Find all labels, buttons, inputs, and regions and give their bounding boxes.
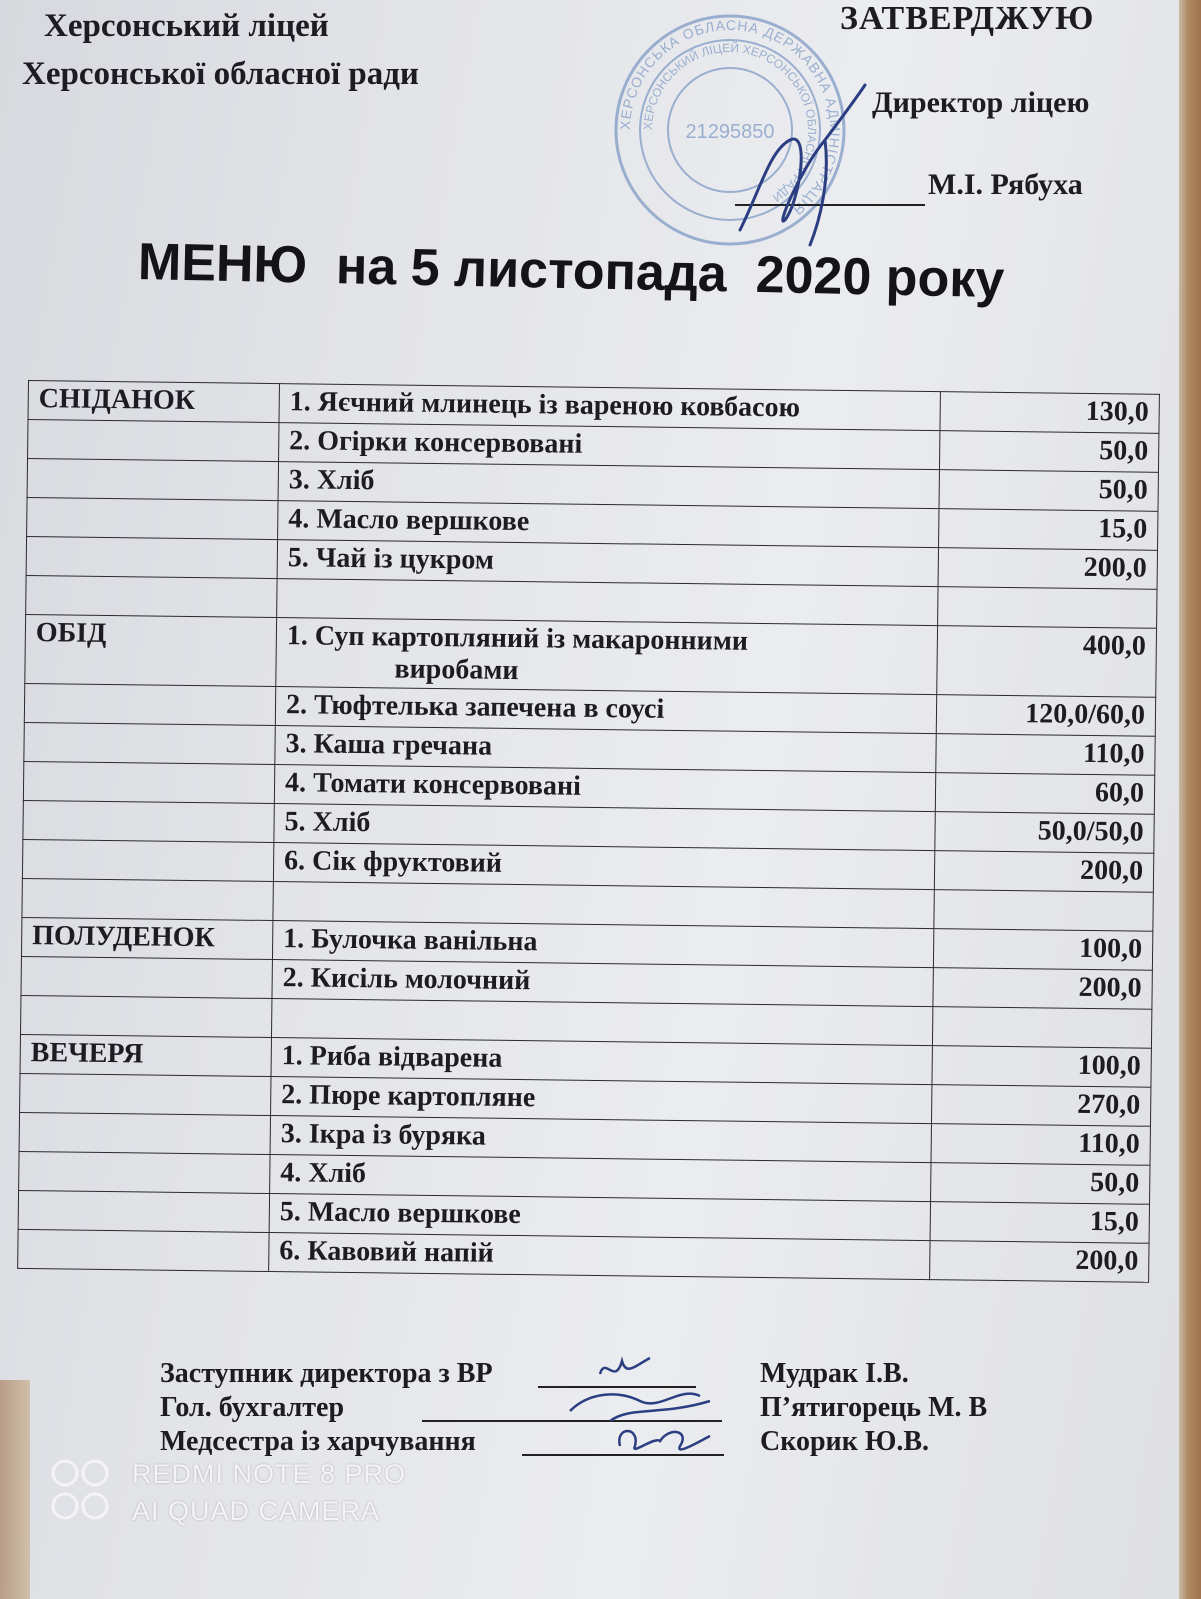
menu-quantity: 60,0 — [935, 773, 1154, 815]
menu-category — [22, 878, 273, 920]
menu-dish-text: 2. Кисіль молочний — [282, 962, 531, 997]
menu-category — [27, 497, 278, 539]
background-wood-corner — [0, 1380, 30, 1599]
signature-role: Заступник директора з ВР — [160, 1358, 493, 1389]
menu-quantity: 120,0/60,0 — [936, 695, 1155, 737]
menu-dish-text: 4. Масло вершкове — [288, 503, 530, 538]
menu-category — [26, 536, 277, 578]
menu-quantity: 130,0 — [940, 392, 1159, 434]
menu-quantity: 110,0 — [936, 734, 1155, 776]
menu-dish-text: 1. Яєчний млинець із вареною ковбасою — [289, 386, 801, 424]
school-name-line2: Херсонської обласної ради — [22, 56, 419, 92]
menu-quantity: 400,0 — [937, 626, 1157, 698]
signature-role: Медсестра із харчування — [160, 1426, 476, 1457]
menu-quantity: 15,0 — [939, 509, 1158, 551]
menu-category — [19, 1151, 270, 1193]
menu-category — [24, 683, 275, 725]
director-name: М.І. Рябуха — [928, 168, 1083, 201]
menu-category: ПОЛУДЕНОК — [21, 917, 272, 959]
signature-name: П’ятигорець М. В — [760, 1392, 988, 1423]
school-name — [22, 2, 419, 98]
director-signature — [730, 80, 870, 250]
menu-dish-text: 6. Кавовий напій — [279, 1235, 494, 1269]
menu-category — [23, 761, 274, 803]
menu-table — [17, 380, 1160, 1283]
menu-quantity: 50,0 — [939, 470, 1158, 512]
menu-category: ВЕЧЕРЯ — [20, 1034, 271, 1076]
menu-dish-text: 1. Суп картопляний із макаронними — [286, 620, 749, 657]
menu-category — [21, 995, 272, 1037]
menu-quantity: 270,0 — [931, 1085, 1150, 1127]
menu-dish-text: 2. Пюре картопляне — [281, 1079, 536, 1114]
menu-dish-text: 2. Тюфтелька запечена в соусі — [285, 689, 665, 725]
menu-dish-text: 5. Масло вершкове — [279, 1196, 521, 1231]
menu-category — [22, 839, 273, 881]
menu-quantity — [932, 1007, 1151, 1049]
background-wood-edge — [1179, 0, 1201, 1599]
menu-dish-text: 5. Чай із цукром — [287, 542, 495, 576]
menu-quantity: 200,0 — [930, 1241, 1149, 1283]
menu-category — [19, 1112, 270, 1154]
menu-quantity: 200,0 — [934, 851, 1153, 893]
menu-quantity: 50,0/50,0 — [935, 812, 1154, 854]
school-name-line1: Херсонський ліцей — [44, 8, 329, 44]
director-title: Директор ліцею — [872, 86, 1090, 119]
staff-signatures — [560, 1346, 760, 1466]
menu-category — [24, 722, 275, 764]
menu-quantity: 15,0 — [930, 1202, 1149, 1244]
page-title: МЕНЮ на 5 листопада 2020 року — [137, 233, 1005, 310]
menu-category: СНІДАНОК — [28, 381, 279, 423]
menu-quantity: 100,0 — [932, 1046, 1151, 1088]
approve-label: ЗАТВЕРДЖУЮ — [840, 0, 1095, 37]
menu-dish-text: 2. Огірки консервовані — [289, 425, 583, 460]
menu-category — [23, 800, 274, 842]
menu-dish — [269, 1233, 930, 1280]
stamp-outer-text: ХЕРСОНСЬКА ОБЛАСНА ДЕРЖАВНА АДМІНІСТРАЦІЯ — [616, 16, 844, 219]
menu-quantity — [938, 587, 1157, 629]
menu-dish — [276, 618, 938, 695]
menu-quantity: 200,0 — [938, 548, 1157, 590]
menu-quantity — [934, 890, 1153, 932]
menu-dish-text: 5. Хліб — [284, 806, 371, 839]
signature-role: Гол. бухгалтер — [160, 1392, 345, 1423]
menu-dish-text-continued: виробами — [394, 653, 519, 687]
menu-category — [21, 956, 272, 998]
watermark-line2: AI QUAD CAMERA — [132, 1496, 381, 1526]
menu-quantity: 200,0 — [933, 968, 1152, 1010]
menu-category — [18, 1229, 269, 1271]
menu-dish-text: 4. Хліб — [280, 1157, 367, 1190]
stamp-code: 21295850 — [685, 121, 775, 143]
menu-dish-text: 1. Риба відварена — [281, 1040, 503, 1074]
camera-logo-icon — [50, 1458, 110, 1524]
menu-category: ОБІД — [25, 614, 277, 686]
menu-dish-text: 3. Ікра із буряка — [280, 1118, 486, 1152]
menu-category — [26, 575, 277, 617]
menu-dish-text: 1. Булочка ванільна — [283, 923, 538, 958]
signature-name: Мудрак І.В. — [760, 1358, 909, 1389]
stamp-inner-text: ХЕРСОНСЬКИЙ ЛІЦЕЙ ХЕРСОНСЬКОЇ ОБЛАСНОЇ РАДИ — [640, 40, 820, 205]
menu-dish-text: 6. Сік фруктовий — [283, 845, 503, 879]
menu-quantity: 50,0 — [931, 1163, 1150, 1205]
menu-quantity: 50,0 — [939, 431, 1158, 473]
menu-quantity: 110,0 — [931, 1124, 1150, 1166]
menu-category — [18, 1190, 269, 1232]
menu-category — [27, 459, 278, 501]
menu-dish-text: 3. Каша гречана — [285, 728, 493, 762]
menu-category — [20, 1073, 271, 1115]
menu-dish-text: 3. Хліб — [288, 464, 375, 497]
signature-name: Скорик Ю.В. — [760, 1426, 930, 1457]
menu-quantity: 100,0 — [933, 929, 1152, 971]
menu-category — [28, 420, 279, 462]
menu-dish-text: 4. Томати консервовані — [284, 767, 582, 802]
watermark-line1: REDMI NOTE 8 PRO — [132, 1459, 407, 1489]
